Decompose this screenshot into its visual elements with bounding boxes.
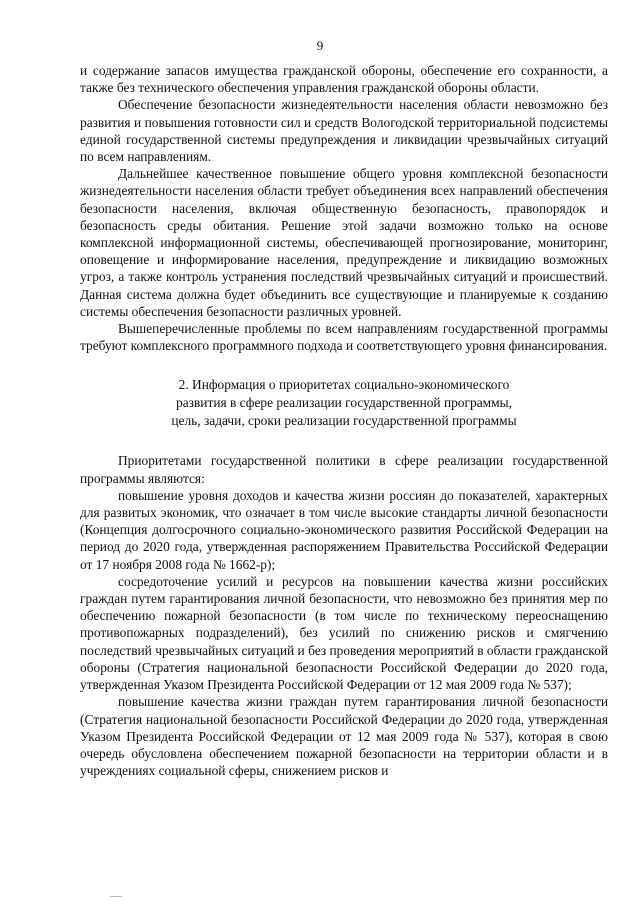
priorities-intro: Приоритетами государственной политики в сфере реализации государственной программы являются: xyxy=(80,453,608,486)
section-heading-line: цель, задачи, сроки реализации государственной программы xyxy=(171,413,517,429)
paragraph: Обеспечение безопасности жизнедеятельности населения области невозможно без развития и повышения готовности сил и средств Вологодской территориальной подсистемы единой государственной системы предупреждения и ликвидации чрезвычайных ситуаций по всем направлениям. xyxy=(80,97,608,165)
priority-item: повышение качества жизни граждан путем гарантирования личной безопасности (Стратегия национальной безопасности Российской Федерации до 2020 года, утвержденная Указом Президента Российской Федерации от 12 мая 2009 года № 537), которая в свою очередь обусловлена обеспечением пожарной безопасности на территории области и в учреждениях социальной сферы, снижением рисков и xyxy=(80,694,608,779)
paragraph-continuation: и содержание запасов имущества гражданской обороны, обеспечение его сохранности, а также без технического обеспечения управления гражданской обороны области. xyxy=(80,63,608,96)
scan-mark xyxy=(110,896,122,897)
priority-item: сосредоточение усилий и ресурсов на повышении качества жизни российских граждан путем гарантирования личной безопасности, что невозможно без принятия мер по обеспечению пожарной безопасности (в том числе по техническому переоснащению противопожарных подразделений), без усилий по снижению рисков и смягчению последствий чрезвычайных ситуаций и без проведения мероприятий в области гражданской обороны (Стратегия национальной безопасности Российской Федерации до 2020 года, утвержденная Указом Президента Российской Федерации от 12 мая 2009 года № 537); xyxy=(80,573,608,693)
priority-item: повышение уровня доходов и качества жизни россиян до показателей, характерных для развитых экономик, что означает в том числе высокие стандарты личной безопасности (Концепция долгосрочного социально-экономического развития Российской Федерации на период до 2020 года, утвержденная распоряжением Правительства Российской Федерации от 17 ноября 2008 года № 1662-р); xyxy=(80,487,608,572)
section-heading-line: 2. Информация о приоритетах социально-экономического xyxy=(178,377,510,393)
page-number: 9 xyxy=(316,38,324,53)
page-body xyxy=(80,62,608,779)
paragraph: Вышеперечисленные проблемы по всем направлениям государственной программы требуют комплексного программного подхода и соответствующего уровня финансирования. xyxy=(80,321,608,354)
section-heading xyxy=(128,376,560,430)
paragraph: Дальнейшее качественное повышение общего уровня комплексной безопасности жизнедеятельности населения области требует объединения всех направлений обеспечения безопасности населения, включая общественную безопасность, правопорядок и безопасность среды обитания. Решение этой задачи возможно только на основе комплексной информационной системы, обеспечивающей прогнозирование, мониторинг, оповещение и информирование населения, предупреждение и ликвидацию возможных угроз, а также контроль устранения последствий чрезвычайных ситуаций и происшествий. Данная система должна будет объединить все существующие и планируемые к созданию системы обеспечения безопасности различных уровней. xyxy=(80,166,608,319)
section-heading-line: развития в сфере реализации государственной программы, xyxy=(176,395,512,411)
